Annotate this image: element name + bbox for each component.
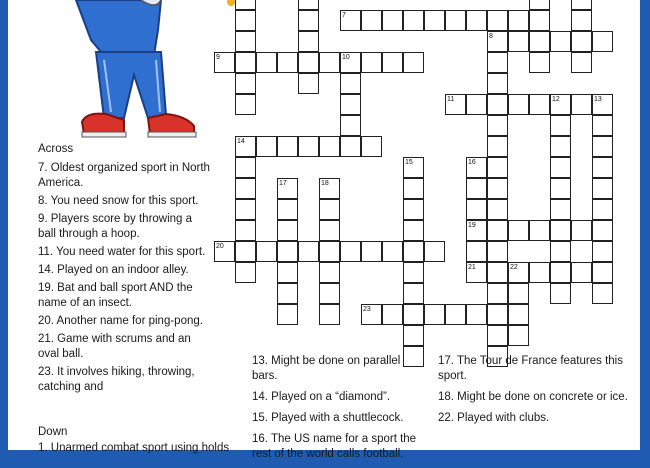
grid-cell[interactable] bbox=[550, 157, 571, 178]
down-heading: Down bbox=[38, 426, 68, 438]
grid-cell[interactable] bbox=[550, 283, 571, 304]
grid-cell[interactable] bbox=[592, 115, 613, 136]
clue-down-1: 1. Unarmed combat sport using holds bbox=[38, 442, 230, 454]
clue-number: 13 bbox=[594, 96, 602, 103]
grid-cell[interactable] bbox=[508, 325, 529, 346]
down-clues-column-2 bbox=[252, 354, 424, 468]
grid-cell[interactable] bbox=[403, 10, 424, 31]
grid-cell[interactable] bbox=[298, 52, 319, 73]
grid-cell[interactable] bbox=[550, 220, 571, 241]
grid-cell[interactable] bbox=[592, 136, 613, 157]
grid-cell[interactable] bbox=[277, 136, 298, 157]
grid-cell[interactable] bbox=[235, 52, 256, 73]
clue-number: 8 bbox=[489, 33, 493, 40]
grid-cell[interactable] bbox=[256, 52, 277, 73]
clue-across-14: 14. Played on an indoor alley. bbox=[38, 264, 189, 276]
grid-cell[interactable] bbox=[550, 31, 571, 52]
grid-cell[interactable] bbox=[445, 304, 466, 325]
clue-down-22: 22. Played with clubs. bbox=[438, 412, 550, 424]
grid-cell[interactable] bbox=[571, 10, 592, 31]
grid-cell[interactable] bbox=[403, 304, 424, 325]
grid-cell[interactable] bbox=[382, 304, 403, 325]
grid-cell[interactable] bbox=[235, 241, 256, 262]
grid-cell[interactable] bbox=[340, 136, 361, 157]
grid-cell[interactable] bbox=[403, 325, 424, 346]
grid-cell[interactable] bbox=[298, 241, 319, 262]
clue-number: 7 bbox=[342, 12, 346, 19]
grid-cell[interactable] bbox=[529, 31, 550, 52]
grid-cell[interactable] bbox=[382, 52, 403, 73]
clue-number: 19 bbox=[468, 222, 476, 229]
grid-cell[interactable] bbox=[466, 178, 487, 199]
grid-cell[interactable] bbox=[529, 220, 550, 241]
clue-across-11: 11. You need water for this sport. bbox=[38, 246, 206, 258]
clue-number: 12 bbox=[552, 96, 560, 103]
grid-cell[interactable] bbox=[508, 31, 529, 52]
grid-cell[interactable] bbox=[466, 10, 487, 31]
grid-cell[interactable] bbox=[424, 304, 445, 325]
clue-down-17: 17. The Tour de France features this sport. bbox=[438, 355, 623, 382]
clue-number: 11 bbox=[447, 96, 455, 103]
clue-across-7: 7. Oldest organized sport in North America. bbox=[38, 162, 210, 189]
grid-cell[interactable] bbox=[487, 115, 508, 136]
grid-cell[interactable] bbox=[298, 73, 319, 94]
grid-cell[interactable] bbox=[550, 241, 571, 262]
grid-cell[interactable] bbox=[277, 241, 298, 262]
clue-number: 14 bbox=[237, 138, 245, 145]
grid-cell[interactable] bbox=[529, 10, 550, 31]
clue-number: 10 bbox=[342, 54, 350, 61]
clue-number: 22 bbox=[510, 264, 518, 271]
across-heading: Across bbox=[38, 143, 74, 155]
grid-cell[interactable] bbox=[235, 31, 256, 52]
grid-cell[interactable] bbox=[340, 241, 361, 262]
grid-cell[interactable] bbox=[361, 241, 382, 262]
grid-cell[interactable] bbox=[382, 241, 403, 262]
grid-cell[interactable] bbox=[529, 94, 550, 115]
grid-cell[interactable] bbox=[571, 52, 592, 73]
grid-cell[interactable] bbox=[361, 10, 382, 31]
grid-cell[interactable] bbox=[571, 31, 592, 52]
grid-cell[interactable] bbox=[571, 0, 592, 10]
grid-cell[interactable] bbox=[487, 178, 508, 199]
clue-number: 20 bbox=[216, 243, 224, 250]
grid-cell[interactable] bbox=[298, 10, 319, 31]
grid-cell[interactable] bbox=[550, 178, 571, 199]
across-clues bbox=[38, 142, 213, 398]
grid-cell[interactable] bbox=[319, 136, 340, 157]
grid-cell[interactable] bbox=[361, 136, 382, 157]
grid-cell[interactable] bbox=[550, 115, 571, 136]
grid-cell[interactable] bbox=[340, 94, 361, 115]
grid-cell[interactable] bbox=[235, 73, 256, 94]
grid-cell[interactable] bbox=[319, 220, 340, 241]
grid-cell[interactable] bbox=[277, 199, 298, 220]
grid-cell[interactable] bbox=[508, 94, 529, 115]
clue-number: 15 bbox=[405, 159, 413, 166]
grid-cell[interactable] bbox=[487, 304, 508, 325]
grid-cell[interactable] bbox=[403, 178, 424, 199]
grid-cell[interactable] bbox=[487, 136, 508, 157]
grid-cell[interactable] bbox=[277, 262, 298, 283]
grid-cell[interactable] bbox=[592, 241, 613, 262]
grid-cell[interactable] bbox=[466, 304, 487, 325]
grid-cell[interactable] bbox=[235, 10, 256, 31]
grid-cell[interactable] bbox=[298, 136, 319, 157]
grid-cell[interactable] bbox=[592, 157, 613, 178]
grid-cell[interactable] bbox=[235, 199, 256, 220]
grid-cell[interactable] bbox=[487, 94, 508, 115]
grid-cell[interactable] bbox=[445, 10, 466, 31]
grid-cell[interactable] bbox=[466, 241, 487, 262]
grid-cell[interactable] bbox=[340, 73, 361, 94]
grid-cell[interactable] bbox=[319, 199, 340, 220]
crossword-page bbox=[8, 0, 640, 460]
grid-cell[interactable] bbox=[487, 325, 508, 346]
clue-across-9: 9. Players score by throwing a ball through a hoop. bbox=[38, 213, 193, 240]
grid-cell[interactable] bbox=[256, 136, 277, 157]
grid-cell[interactable] bbox=[592, 283, 613, 304]
grid-cell[interactable] bbox=[529, 0, 550, 10]
grid-cell[interactable] bbox=[508, 304, 529, 325]
grid-cell[interactable] bbox=[319, 283, 340, 304]
grid-cell[interactable] bbox=[256, 241, 277, 262]
grid-cell[interactable] bbox=[487, 262, 508, 283]
clue-number: 23 bbox=[363, 306, 371, 313]
grid-cell[interactable] bbox=[319, 304, 340, 325]
clue-number: 21 bbox=[468, 264, 476, 271]
grid-cell[interactable] bbox=[319, 52, 340, 73]
grid-cell[interactable] bbox=[529, 262, 550, 283]
grid-cell[interactable] bbox=[592, 220, 613, 241]
down-clues-column-3 bbox=[438, 354, 628, 432]
grid-cell[interactable] bbox=[361, 52, 382, 73]
grid-cell[interactable] bbox=[508, 220, 529, 241]
grid-cell[interactable] bbox=[487, 157, 508, 178]
grid-cell[interactable] bbox=[277, 304, 298, 325]
grid-cell[interactable] bbox=[466, 94, 487, 115]
grid-cell[interactable] bbox=[235, 178, 256, 199]
mascot-illustration bbox=[66, 0, 206, 142]
grid-cell[interactable] bbox=[508, 283, 529, 304]
clue-down-13: 13. Might be done on parallel bars. bbox=[252, 355, 401, 382]
grid-cell[interactable] bbox=[235, 262, 256, 283]
grid-cell[interactable] bbox=[550, 199, 571, 220]
grid-cell[interactable] bbox=[529, 52, 550, 73]
grid-cell[interactable] bbox=[235, 220, 256, 241]
grid-cell[interactable] bbox=[487, 73, 508, 94]
clue-number: 17 bbox=[279, 180, 287, 187]
grid-cell[interactable] bbox=[235, 94, 256, 115]
grid-cell[interactable] bbox=[466, 199, 487, 220]
clue-across-19: 19. Bat and ball sport AND the name of an insect. bbox=[38, 282, 193, 309]
grid-cell[interactable] bbox=[487, 283, 508, 304]
clue-down-15: 15. Played with a shuttlecock. bbox=[252, 412, 404, 424]
grid-cell[interactable] bbox=[277, 52, 298, 73]
grid-cell[interactable] bbox=[424, 241, 445, 262]
grid-cell[interactable] bbox=[403, 52, 424, 73]
grid-cell[interactable] bbox=[592, 199, 613, 220]
grid-cell[interactable] bbox=[487, 241, 508, 262]
clue-down-18: 18. Might be done on concrete or ice. bbox=[438, 391, 628, 403]
grid-cell[interactable] bbox=[571, 262, 592, 283]
clue-number: 16 bbox=[468, 159, 476, 166]
grid-cell[interactable] bbox=[403, 241, 424, 262]
grid-cell[interactable] bbox=[487, 199, 508, 220]
grid-cell[interactable] bbox=[592, 262, 613, 283]
grid-cell[interactable] bbox=[340, 115, 361, 136]
grid-cell[interactable] bbox=[277, 283, 298, 304]
grid-cell[interactable] bbox=[403, 199, 424, 220]
grid-cell[interactable] bbox=[298, 0, 319, 10]
grid-cell[interactable] bbox=[487, 10, 508, 31]
grid-cell[interactable] bbox=[235, 157, 256, 178]
clue-number: 18 bbox=[321, 180, 329, 187]
grid-cell[interactable] bbox=[487, 52, 508, 73]
grid-cell[interactable] bbox=[424, 10, 445, 31]
grid-cell[interactable] bbox=[235, 0, 256, 10]
grid-cell[interactable] bbox=[298, 31, 319, 52]
clue-number: 9 bbox=[216, 54, 220, 61]
grid-cell[interactable] bbox=[550, 262, 571, 283]
grid-cell[interactable] bbox=[487, 220, 508, 241]
grid-cell[interactable] bbox=[319, 262, 340, 283]
grid-cell[interactable] bbox=[403, 220, 424, 241]
grid-cell[interactable] bbox=[571, 94, 592, 115]
grid-cell[interactable] bbox=[403, 262, 424, 283]
clue-across-8: 8. You need snow for this sport. bbox=[38, 195, 199, 207]
grid-cell[interactable] bbox=[592, 31, 613, 52]
grid-cell[interactable] bbox=[382, 10, 403, 31]
grid-cell[interactable] bbox=[508, 10, 529, 31]
clue-down-16: 16. The US name for a sport the rest of the world calls football. bbox=[252, 433, 417, 460]
grid-cell[interactable] bbox=[571, 220, 592, 241]
grid-cell[interactable] bbox=[319, 241, 340, 262]
clue-across-20: 20. Another name for ping-pong. bbox=[38, 315, 203, 327]
grid-cell[interactable] bbox=[277, 220, 298, 241]
grid-cell[interactable] bbox=[403, 283, 424, 304]
clue-across-23: 23. It involves hiking, throwing, catching and bbox=[38, 366, 195, 393]
clue-across-21: 21. Game with scrums and an oval ball. bbox=[38, 333, 191, 360]
grid-cell[interactable] bbox=[550, 136, 571, 157]
grid-cell[interactable] bbox=[592, 178, 613, 199]
clue-down-14: 14. Played on a “diamond”. bbox=[252, 391, 391, 403]
